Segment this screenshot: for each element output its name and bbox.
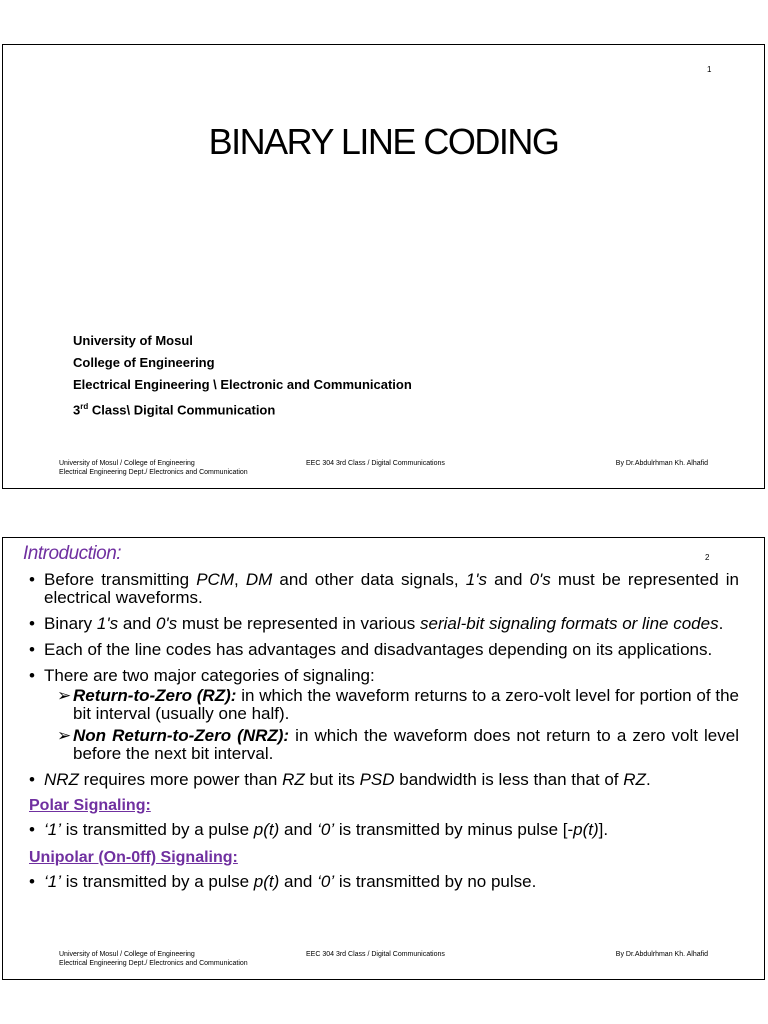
- section-heading-polar: Polar Signaling:: [29, 797, 151, 814]
- sub-bullet-nrz: ➢ Non Return-to-Zero (NRZ): in which the waveform does not return to a zero volt level before the next bit interval.: [57, 726, 739, 763]
- slide-title: BINARY LINE CODING: [208, 121, 559, 162]
- affiliation-block: [73, 330, 412, 421]
- footer-author: By Dr.Abdulrhman Kh. Alhafid: [615, 951, 708, 958]
- class-name: 3rd Class\ Digital Communication: [73, 402, 276, 418]
- department-name: Electrical Engineering \ Electronic and Communication: [73, 377, 412, 392]
- bullet-item: • Each of the line codes has advantages and disadvantages depending on its applications.: [27, 641, 739, 659]
- slide-2: [2, 537, 765, 980]
- slide-1: [2, 44, 765, 489]
- section-heading-unipolar: Unipolar (On-0ff) Signaling:: [29, 849, 238, 866]
- footer-institution: University of Mosul / College of Engineering Electrical Engineering Dept./ Electronics and Communication: [59, 460, 248, 476]
- page-number: 1: [707, 65, 712, 74]
- footer-institution: University of Mosul / College of Engineering Electrical Engineering Dept./ Electronics and Communication: [59, 951, 248, 967]
- section-heading-introduction: Introduction:: [23, 543, 122, 564]
- footer-author: By Dr.Abdulrhman Kh. Alhafid: [615, 460, 708, 467]
- footer-course: EEC 304 3rd Class / Digital Communications: [306, 460, 445, 467]
- college-name: College of Engineering: [73, 355, 215, 370]
- university-name: University of Mosul: [73, 333, 193, 348]
- bullet-item: • Binary 1's and 0's must be represented in various serial-bit signaling formats or line codes.: [27, 615, 739, 633]
- bullet-item: • ‘1’ is transmitted by a pulse p(t) and ‘0’ is transmitted by no pulse.: [27, 873, 739, 891]
- bullet-item: • There are two major categories of signaling:: [27, 667, 739, 685]
- bullet-item: • Before transmitting PCM, DM and other data signals, 1's and 0's must be represented in electrical waveforms.: [27, 571, 739, 607]
- page-number: 2: [705, 553, 710, 562]
- arrow-icon: ➢: [57, 686, 72, 705]
- sub-bullet-rz: ➢ Return-to-Zero (RZ): in which the waveform returns to a zero-volt level for portion of the bit interval (usually one half).: [57, 686, 739, 723]
- bullet-item: • ‘1’ is transmitted by a pulse p(t) and ‘0’ is transmitted by minus pulse [-p(t)].: [27, 821, 739, 839]
- bullet-item: • NRZ requires more power than RZ but its PSD bandwidth is less than that of RZ.: [27, 771, 739, 789]
- slide-content: [27, 571, 739, 899]
- arrow-icon: ➢: [57, 726, 72, 745]
- footer-course: EEC 304 3rd Class / Digital Communications: [306, 951, 445, 958]
